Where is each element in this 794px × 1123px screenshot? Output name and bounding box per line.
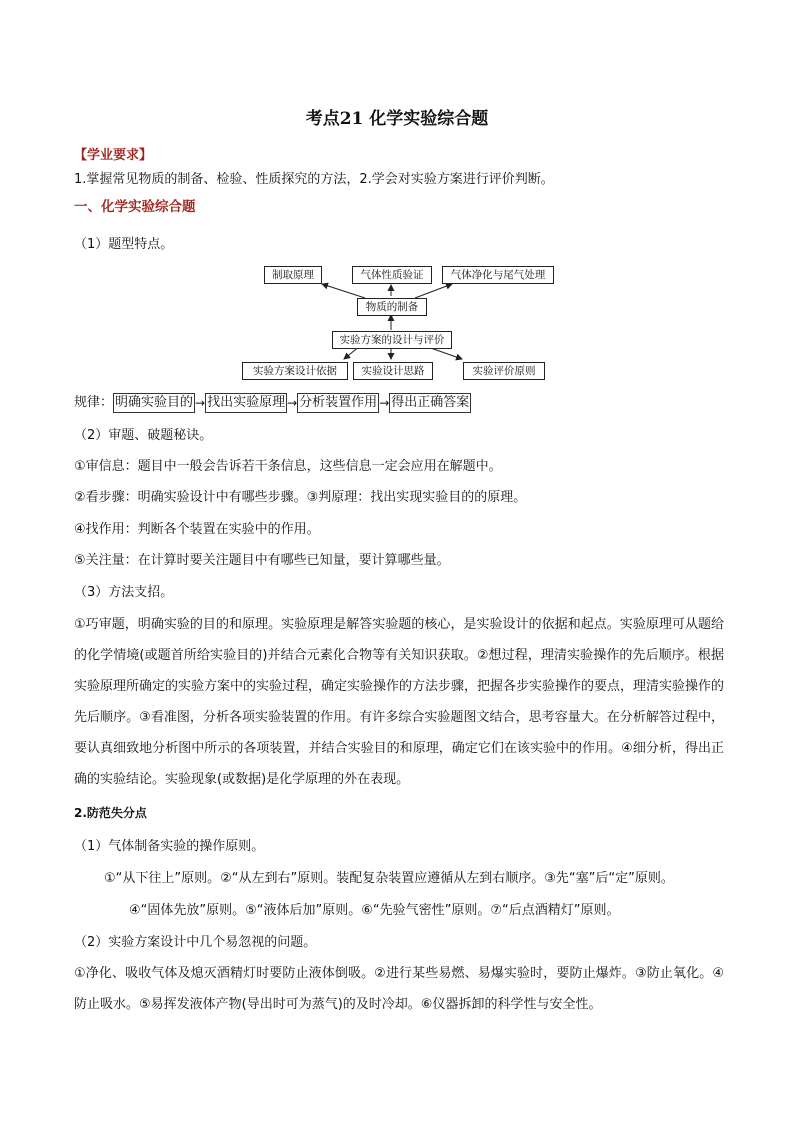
section2-sub1: （1）气体制备实验的操作原则。: [74, 839, 265, 854]
principles-line-1: ①“从下往上”原则。②“从左到右”原则。装配复杂装置应遵循从左到右顺序。③先“塞”后“定”原则。: [104, 871, 674, 886]
box-top-right: 气体净化与尾气处理: [442, 266, 554, 284]
box-middle: 实验方案的设计与评价: [332, 331, 452, 349]
section2-sub2: （2）实验方案设计中几个易忽视的问题。: [74, 935, 317, 950]
page-title: 考点21 化学实验综合题: [305, 109, 489, 129]
rule-label: 规律：: [74, 395, 114, 410]
section2-heading: 2.防范失分点: [74, 806, 147, 820]
arrow-to-top-left: [322, 284, 365, 298]
section1-sub1: （1）题型特点。: [74, 237, 174, 252]
issues-paragraph: ①净化、吸收气体及熄灭酒精灯时要防止液体倒吸。②进行某些易燃、易爆实验时，要防止爆炸。③防止氧化。④防止吸水。⑤易挥发液体产物(导出时可为蒸气)的及时冷却。⑥仪器拆卸的科学性与安全性。: [74, 966, 724, 1012]
rule-step-1: 明确实验目的: [113, 393, 195, 413]
tip-2: ②看步骤：明确实验设计中有哪些步骤。③判原理：找出实现实验目的的原理。: [74, 490, 527, 505]
section1-heading: 一、化学实验综合题: [74, 199, 196, 215]
tip-4: ⑤关注量：在计算时要关注题目中有哪些已知量，要计算哪些量。: [74, 553, 450, 568]
box-center: 物质的制备: [357, 298, 427, 316]
box-bottom-right: 实验评价原则: [463, 362, 545, 380]
method-paragraph: ①巧审题，明确实验的目的和原理。实验原理是解答实验题的核心，是实验设计的依据和起点。实验原理可从题给的化学情境(或题首所给实验目的)并结合元素化合物等有关知识获取。②想过程，理清实验操作的先后顺序。根据实验原理所确定的实验方案中的实验过程，确定实验操作的方法步骤，把握各步实验操作的要点，理清实验操作的先后顺序。③看准图，分析各项实验装置的作用。有许多综合实验题图文结合，思考容量大。在分析解答过程中，要认真细致地分析图中所示的各项装置，并结合实验目的和原理，确定它们在该实验中的作用。④细分析，得出正确的实验结论。实验现象(或数据)是化学原理的外在表现。: [74, 617, 725, 787]
box-bottom-mid: 实验设计思路: [353, 362, 433, 380]
rule-line: [74, 393, 471, 413]
rule-arrow-2: →: [287, 396, 298, 410]
box-top-left: 制取原理: [264, 266, 322, 284]
arrow-to-top-right: [415, 284, 452, 298]
rule-arrow-3: →: [379, 396, 390, 410]
box-bottom-left: 实验方案设计依据: [242, 362, 348, 380]
section1-sub3: （3）方法支招。: [74, 585, 174, 600]
rule-arrow-1: →: [195, 396, 206, 410]
rule-step-3: 分析装置作用: [297, 393, 379, 413]
principles-line-2: ④“固体先放”原则。⑤“液体后加”原则。⑥“先验气密性”原则。⑦“后点酒精灯”原则。: [129, 903, 620, 918]
tip-3: ④找作用：判断各个装置在实验中的作用。: [74, 522, 320, 537]
requirements-heading: 【学业要求】: [74, 148, 153, 163]
rule-step-2: 找出实验原理: [205, 393, 287, 413]
rule-step-4: 得出正确答案: [389, 393, 471, 413]
section1-sub2: （2）审题、破题秘诀。: [74, 428, 213, 443]
tip-1: ①审信息：题目中一般会告诉若干条信息，这些信息一定会应用在解题中。: [74, 459, 502, 474]
box-top-mid: 气体性质验证: [352, 266, 432, 284]
requirements-text: 1.掌握常见物质的制备、检验、性质探究的方法，2.学会对实验方案进行评价判断。: [74, 172, 554, 187]
